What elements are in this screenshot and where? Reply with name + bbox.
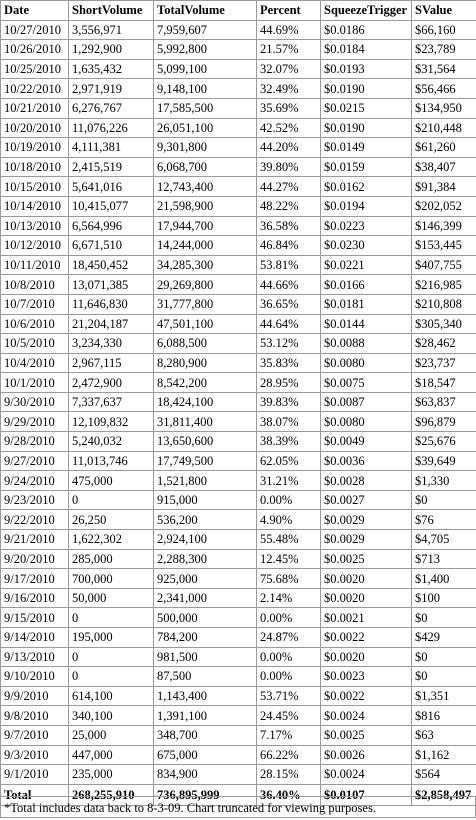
- table-row: [1, 510, 476, 530]
- cell-short-volume: 10,415,077: [69, 196, 154, 216]
- cell-squeeze-trigger: $0.0088: [321, 334, 412, 354]
- cell-percent: 0.00%: [257, 490, 321, 510]
- cell-short-volume: 475,000: [69, 471, 154, 491]
- cell-date: 10/1/2010: [1, 373, 69, 393]
- cell-squeeze-trigger: $0.0186: [321, 20, 412, 40]
- cell-total-volume: 784,200: [154, 628, 257, 648]
- table-row: [1, 451, 476, 471]
- cell-squeeze-trigger: $0.0022: [321, 686, 412, 706]
- cell-percent: 36.58%: [257, 216, 321, 236]
- cell-total-volume: 17,944,700: [154, 216, 257, 236]
- cell-date: 9/30/2010: [1, 392, 69, 412]
- cell-total-volume: 29,269,800: [154, 275, 257, 295]
- cell-svalue: $4,705: [412, 530, 476, 550]
- table-row: [1, 706, 476, 726]
- cell-short-volume: 11,646,830: [69, 294, 154, 314]
- cell-short-volume: 6,564,996: [69, 216, 154, 236]
- cell-squeeze-trigger: $0.0023: [321, 667, 412, 687]
- cell-short-volume: 4,111,381: [69, 138, 154, 158]
- table-row: [1, 392, 476, 412]
- cell-date: 9/29/2010: [1, 412, 69, 432]
- table-row: [1, 412, 476, 432]
- cell-squeeze-trigger: $0.0194: [321, 196, 412, 216]
- cell-squeeze-trigger: $0.0075: [321, 373, 412, 393]
- total-total-volume: 736,895,999: [154, 784, 257, 805]
- cell-percent: 44.69%: [257, 20, 321, 40]
- cell-percent: 35.69%: [257, 98, 321, 118]
- cell-percent: 53.12%: [257, 334, 321, 354]
- cell-percent: 12.45%: [257, 549, 321, 569]
- cell-total-volume: 18,424,100: [154, 392, 257, 412]
- table-row: [1, 530, 476, 550]
- cell-date: 10/15/2010: [1, 177, 69, 197]
- cell-date: 9/7/2010: [1, 725, 69, 745]
- total-svalue: $2,858,497: [412, 784, 476, 805]
- cell-total-volume: 834,900: [154, 765, 257, 785]
- table-row: [1, 216, 476, 236]
- cell-short-volume: 2,415,519: [69, 157, 154, 177]
- cell-svalue: $96,879: [412, 412, 476, 432]
- cell-percent: 39.83%: [257, 392, 321, 412]
- table-row: [1, 20, 476, 40]
- cell-svalue: $76: [412, 510, 476, 530]
- cell-percent: 75.68%: [257, 569, 321, 589]
- cell-date: 10/6/2010: [1, 314, 69, 334]
- cell-total-volume: 21,598,900: [154, 196, 257, 216]
- cell-percent: 7.17%: [257, 725, 321, 745]
- cell-percent: 0.00%: [257, 647, 321, 667]
- cell-percent: 24.45%: [257, 706, 321, 726]
- cell-squeeze-trigger: $0.0020: [321, 647, 412, 667]
- cell-date: 10/7/2010: [1, 294, 69, 314]
- cell-percent: 0.00%: [257, 608, 321, 628]
- cell-short-volume: 50,000: [69, 588, 154, 608]
- cell-date: 10/11/2010: [1, 255, 69, 275]
- cell-percent: 38.39%: [257, 432, 321, 452]
- cell-squeeze-trigger: $0.0162: [321, 177, 412, 197]
- cell-svalue: $210,808: [412, 294, 476, 314]
- cell-date: 9/17/2010: [1, 569, 69, 589]
- cell-short-volume: 195,000: [69, 628, 154, 648]
- cell-date: 10/26/2010: [1, 40, 69, 60]
- cell-svalue: $0: [412, 647, 476, 667]
- cell-total-volume: 1,143,400: [154, 686, 257, 706]
- cell-percent: 44.66%: [257, 275, 321, 295]
- cell-date: 9/3/2010: [1, 745, 69, 765]
- header-short-volume: ShortVolume: [69, 1, 154, 21]
- cell-percent: 36.65%: [257, 294, 321, 314]
- cell-percent: 55.48%: [257, 530, 321, 550]
- cell-squeeze-trigger: $0.0036: [321, 451, 412, 471]
- cell-date: 9/10/2010: [1, 667, 69, 687]
- table-row: [1, 236, 476, 256]
- cell-total-volume: 2,288,300: [154, 549, 257, 569]
- total-label: Total: [1, 784, 69, 805]
- cell-svalue: $0: [412, 667, 476, 687]
- cell-svalue: $66,160: [412, 20, 476, 40]
- cell-short-volume: 6,671,510: [69, 236, 154, 256]
- cell-date: 10/27/2010: [1, 20, 69, 40]
- cell-svalue: $305,340: [412, 314, 476, 334]
- cell-date: 9/8/2010: [1, 706, 69, 726]
- cell-svalue: $63: [412, 725, 476, 745]
- footnote: *Total includes data back to 8-3-09. Chart truncated for viewing purposes.: [0, 796, 476, 818]
- cell-percent: 46.84%: [257, 236, 321, 256]
- cell-squeeze-trigger: $0.0028: [321, 471, 412, 491]
- cell-percent: 48.22%: [257, 196, 321, 216]
- table-row: [1, 138, 476, 158]
- cell-svalue: $216,985: [412, 275, 476, 295]
- table-row: [1, 275, 476, 295]
- cell-squeeze-trigger: $0.0026: [321, 745, 412, 765]
- cell-squeeze-trigger: $0.0221: [321, 255, 412, 275]
- cell-short-volume: 26,250: [69, 510, 154, 530]
- cell-short-volume: 2,967,115: [69, 353, 154, 373]
- table-row: [1, 725, 476, 745]
- cell-svalue: $56,466: [412, 79, 476, 99]
- cell-total-volume: 34,285,300: [154, 255, 257, 275]
- cell-short-volume: 5,641,016: [69, 177, 154, 197]
- cell-squeeze-trigger: $0.0080: [321, 353, 412, 373]
- cell-short-volume: 285,000: [69, 549, 154, 569]
- cell-squeeze-trigger: $0.0021: [321, 608, 412, 628]
- table-row: [1, 628, 476, 648]
- cell-squeeze-trigger: $0.0029: [321, 510, 412, 530]
- cell-date: 9/20/2010: [1, 549, 69, 569]
- cell-total-volume: 26,051,100: [154, 118, 257, 138]
- cell-total-volume: 925,000: [154, 569, 257, 589]
- cell-svalue: $1,400: [412, 569, 476, 589]
- cell-total-volume: 31,777,800: [154, 294, 257, 314]
- cell-percent: 32.07%: [257, 59, 321, 79]
- cell-date: 10/22/2010: [1, 79, 69, 99]
- cell-short-volume: 7,337,637: [69, 392, 154, 412]
- cell-total-volume: 981,500: [154, 647, 257, 667]
- cell-svalue: $816: [412, 706, 476, 726]
- cell-svalue: $18,547: [412, 373, 476, 393]
- table-row: [1, 98, 476, 118]
- cell-svalue: $153,445: [412, 236, 476, 256]
- cell-squeeze-trigger: $0.0159: [321, 157, 412, 177]
- table-row: [1, 255, 476, 275]
- cell-short-volume: 18,450,452: [69, 255, 154, 275]
- cell-percent: 32.49%: [257, 79, 321, 99]
- table-row: [1, 569, 476, 589]
- cell-short-volume: 0: [69, 667, 154, 687]
- table-row: [1, 294, 476, 314]
- header-percent: Percent: [257, 1, 321, 21]
- cell-date: 10/25/2010: [1, 59, 69, 79]
- cell-svalue: $100: [412, 588, 476, 608]
- cell-total-volume: 5,992,800: [154, 40, 257, 60]
- header-svalue: SValue: [412, 1, 476, 21]
- cell-squeeze-trigger: $0.0022: [321, 628, 412, 648]
- cell-squeeze-trigger: $0.0190: [321, 118, 412, 138]
- cell-short-volume: 700,000: [69, 569, 154, 589]
- cell-total-volume: 9,301,800: [154, 138, 257, 158]
- cell-squeeze-trigger: $0.0181: [321, 294, 412, 314]
- table-row: [1, 745, 476, 765]
- cell-svalue: $0: [412, 608, 476, 628]
- cell-short-volume: 614,100: [69, 686, 154, 706]
- cell-short-volume: 6,276,767: [69, 98, 154, 118]
- cell-squeeze-trigger: $0.0144: [321, 314, 412, 334]
- table-body: [1, 20, 476, 784]
- cell-percent: 53.81%: [257, 255, 321, 275]
- cell-total-volume: 9,148,100: [154, 79, 257, 99]
- cell-squeeze-trigger: $0.0215: [321, 98, 412, 118]
- table-row: [1, 196, 476, 216]
- cell-svalue: $407,755: [412, 255, 476, 275]
- header-date: Date: [1, 1, 69, 21]
- table-row: [1, 647, 476, 667]
- total-squeeze-trigger: $0.0107: [321, 784, 412, 805]
- cell-short-volume: 1,635,432: [69, 59, 154, 79]
- cell-total-volume: 12,743,400: [154, 177, 257, 197]
- cell-date: 10/13/2010: [1, 216, 69, 236]
- cell-percent: 42.52%: [257, 118, 321, 138]
- cell-short-volume: 340,100: [69, 706, 154, 726]
- cell-squeeze-trigger: $0.0025: [321, 549, 412, 569]
- cell-squeeze-trigger: $0.0049: [321, 432, 412, 452]
- table-row: [1, 765, 476, 785]
- cell-percent: 21.57%: [257, 40, 321, 60]
- cell-squeeze-trigger: $0.0027: [321, 490, 412, 510]
- cell-squeeze-trigger: $0.0029: [321, 530, 412, 550]
- cell-date: 9/1/2010: [1, 765, 69, 785]
- table-row: [1, 79, 476, 99]
- cell-percent: 0.00%: [257, 667, 321, 687]
- cell-total-volume: 5,099,100: [154, 59, 257, 79]
- cell-svalue: $1,330: [412, 471, 476, 491]
- table-row: [1, 314, 476, 334]
- cell-svalue: $1,162: [412, 745, 476, 765]
- cell-percent: 38.07%: [257, 412, 321, 432]
- cell-svalue: $91,384: [412, 177, 476, 197]
- cell-squeeze-trigger: $0.0166: [321, 275, 412, 295]
- table-row: [1, 334, 476, 354]
- cell-total-volume: 675,000: [154, 745, 257, 765]
- cell-date: 10/5/2010: [1, 334, 69, 354]
- cell-total-volume: 17,749,500: [154, 451, 257, 471]
- table-row: [1, 549, 476, 569]
- cell-short-volume: 0: [69, 647, 154, 667]
- cell-svalue: $134,950: [412, 98, 476, 118]
- cell-total-volume: 2,924,100: [154, 530, 257, 550]
- cell-total-volume: 47,501,100: [154, 314, 257, 334]
- table-row: [1, 353, 476, 373]
- cell-squeeze-trigger: $0.0024: [321, 706, 412, 726]
- cell-total-volume: 6,068,700: [154, 157, 257, 177]
- cell-svalue: $28,462: [412, 334, 476, 354]
- cell-squeeze-trigger: $0.0184: [321, 40, 412, 60]
- cell-percent: 28.15%: [257, 765, 321, 785]
- cell-total-volume: 8,542,200: [154, 373, 257, 393]
- cell-short-volume: 235,000: [69, 765, 154, 785]
- cell-date: 9/15/2010: [1, 608, 69, 628]
- cell-short-volume: 1,292,900: [69, 40, 154, 60]
- cell-date: 9/23/2010: [1, 490, 69, 510]
- table-row: [1, 59, 476, 79]
- cell-svalue: $1,351: [412, 686, 476, 706]
- cell-svalue: $0: [412, 490, 476, 510]
- cell-squeeze-trigger: $0.0230: [321, 236, 412, 256]
- table-row: [1, 40, 476, 60]
- table-row: [1, 588, 476, 608]
- cell-short-volume: 12,109,832: [69, 412, 154, 432]
- cell-percent: 66.22%: [257, 745, 321, 765]
- cell-short-volume: 3,556,971: [69, 20, 154, 40]
- cell-date: 10/19/2010: [1, 138, 69, 158]
- cell-total-volume: 915,000: [154, 490, 257, 510]
- cell-svalue: $713: [412, 549, 476, 569]
- cell-percent: 44.64%: [257, 314, 321, 334]
- cell-squeeze-trigger: $0.0025: [321, 725, 412, 745]
- cell-percent: 4.90%: [257, 510, 321, 530]
- cell-svalue: $146,399: [412, 216, 476, 236]
- cell-squeeze-trigger: $0.0223: [321, 216, 412, 236]
- total-short-volume: 268,255,910: [69, 784, 154, 805]
- cell-svalue: $210,448: [412, 118, 476, 138]
- cell-short-volume: 1,622,302: [69, 530, 154, 550]
- cell-date: 9/21/2010: [1, 530, 69, 550]
- cell-percent: 53.71%: [257, 686, 321, 706]
- cell-date: 10/14/2010: [1, 196, 69, 216]
- table-row: [1, 432, 476, 452]
- header-total-volume: TotalVolume: [154, 1, 257, 21]
- cell-date: 9/24/2010: [1, 471, 69, 491]
- table-row: [1, 118, 476, 138]
- cell-svalue: $429: [412, 628, 476, 648]
- cell-total-volume: 8,280,900: [154, 353, 257, 373]
- cell-date: 10/12/2010: [1, 236, 69, 256]
- cell-total-volume: 17,585,500: [154, 98, 257, 118]
- cell-short-volume: 3,234,330: [69, 334, 154, 354]
- cell-total-volume: 7,959,607: [154, 20, 257, 40]
- cell-date: 10/18/2010: [1, 157, 69, 177]
- cell-svalue: $23,737: [412, 353, 476, 373]
- cell-date: 9/13/2010: [1, 647, 69, 667]
- table-row: [1, 177, 476, 197]
- table-row: [1, 471, 476, 491]
- total-percent: 36.40%: [257, 784, 321, 805]
- cell-date: 9/16/2010: [1, 588, 69, 608]
- cell-squeeze-trigger: $0.0087: [321, 392, 412, 412]
- table-row: [1, 608, 476, 628]
- cell-short-volume: 11,013,746: [69, 451, 154, 471]
- table-row: [1, 373, 476, 393]
- cell-svalue: $38,407: [412, 157, 476, 177]
- cell-squeeze-trigger: $0.0024: [321, 765, 412, 785]
- cell-percent: 2.14%: [257, 588, 321, 608]
- table-row: [1, 667, 476, 687]
- cell-short-volume: 5,240,032: [69, 432, 154, 452]
- cell-svalue: $202,052: [412, 196, 476, 216]
- cell-short-volume: 13,071,385: [69, 275, 154, 295]
- cell-short-volume: 2,971,919: [69, 79, 154, 99]
- cell-total-volume: 2,341,000: [154, 588, 257, 608]
- cell-date: 10/20/2010: [1, 118, 69, 138]
- cell-percent: 62.05%: [257, 451, 321, 471]
- cell-squeeze-trigger: $0.0193: [321, 59, 412, 79]
- cell-percent: 44.27%: [257, 177, 321, 197]
- cell-date: 10/4/2010: [1, 353, 69, 373]
- cell-total-volume: 14,244,000: [154, 236, 257, 256]
- cell-date: 10/8/2010: [1, 275, 69, 295]
- cell-short-volume: 25,000: [69, 725, 154, 745]
- cell-date: 9/9/2010: [1, 686, 69, 706]
- table-row: [1, 686, 476, 706]
- cell-total-volume: 1,521,800: [154, 471, 257, 491]
- cell-short-volume: 447,000: [69, 745, 154, 765]
- cell-svalue: $39,649: [412, 451, 476, 471]
- cell-svalue: $564: [412, 765, 476, 785]
- cell-percent: 39.80%: [257, 157, 321, 177]
- cell-total-volume: 6,088,500: [154, 334, 257, 354]
- cell-svalue: $31,564: [412, 59, 476, 79]
- cell-svalue: $23,789: [412, 40, 476, 60]
- header-squeeze-trigger: SqueezeTrigger: [321, 1, 412, 21]
- cell-date: 9/28/2010: [1, 432, 69, 452]
- cell-percent: 28.95%: [257, 373, 321, 393]
- cell-date: 9/14/2010: [1, 628, 69, 648]
- cell-svalue: $63,837: [412, 392, 476, 412]
- cell-total-volume: 536,200: [154, 510, 257, 530]
- cell-squeeze-trigger: $0.0020: [321, 569, 412, 589]
- cell-total-volume: 348,700: [154, 725, 257, 745]
- cell-svalue: $25,676: [412, 432, 476, 452]
- cell-total-volume: 1,391,100: [154, 706, 257, 726]
- cell-date: 9/22/2010: [1, 510, 69, 530]
- cell-short-volume: 2,472,900: [69, 373, 154, 393]
- cell-squeeze-trigger: $0.0080: [321, 412, 412, 432]
- table-row: [1, 157, 476, 177]
- cell-percent: 44.20%: [257, 138, 321, 158]
- cell-squeeze-trigger: $0.0149: [321, 138, 412, 158]
- cell-percent: 24.87%: [257, 628, 321, 648]
- cell-svalue: $61,260: [412, 138, 476, 158]
- table-row: [1, 490, 476, 510]
- cell-total-volume: 500,000: [154, 608, 257, 628]
- cell-short-volume: 0: [69, 490, 154, 510]
- cell-squeeze-trigger: $0.0020: [321, 588, 412, 608]
- cell-date: 10/21/2010: [1, 98, 69, 118]
- cell-short-volume: 11,076,226: [69, 118, 154, 138]
- cell-squeeze-trigger: $0.0190: [321, 79, 412, 99]
- cell-percent: 35.83%: [257, 353, 321, 373]
- cell-percent: 31.21%: [257, 471, 321, 491]
- header-row: [1, 1, 476, 21]
- cell-total-volume: 13,650,600: [154, 432, 257, 452]
- cell-total-volume: 31,811,400: [154, 412, 257, 432]
- cell-short-volume: 0: [69, 608, 154, 628]
- cell-total-volume: 87,500: [154, 667, 257, 687]
- cell-date: 9/27/2010: [1, 451, 69, 471]
- cell-short-volume: 21,204,187: [69, 314, 154, 334]
